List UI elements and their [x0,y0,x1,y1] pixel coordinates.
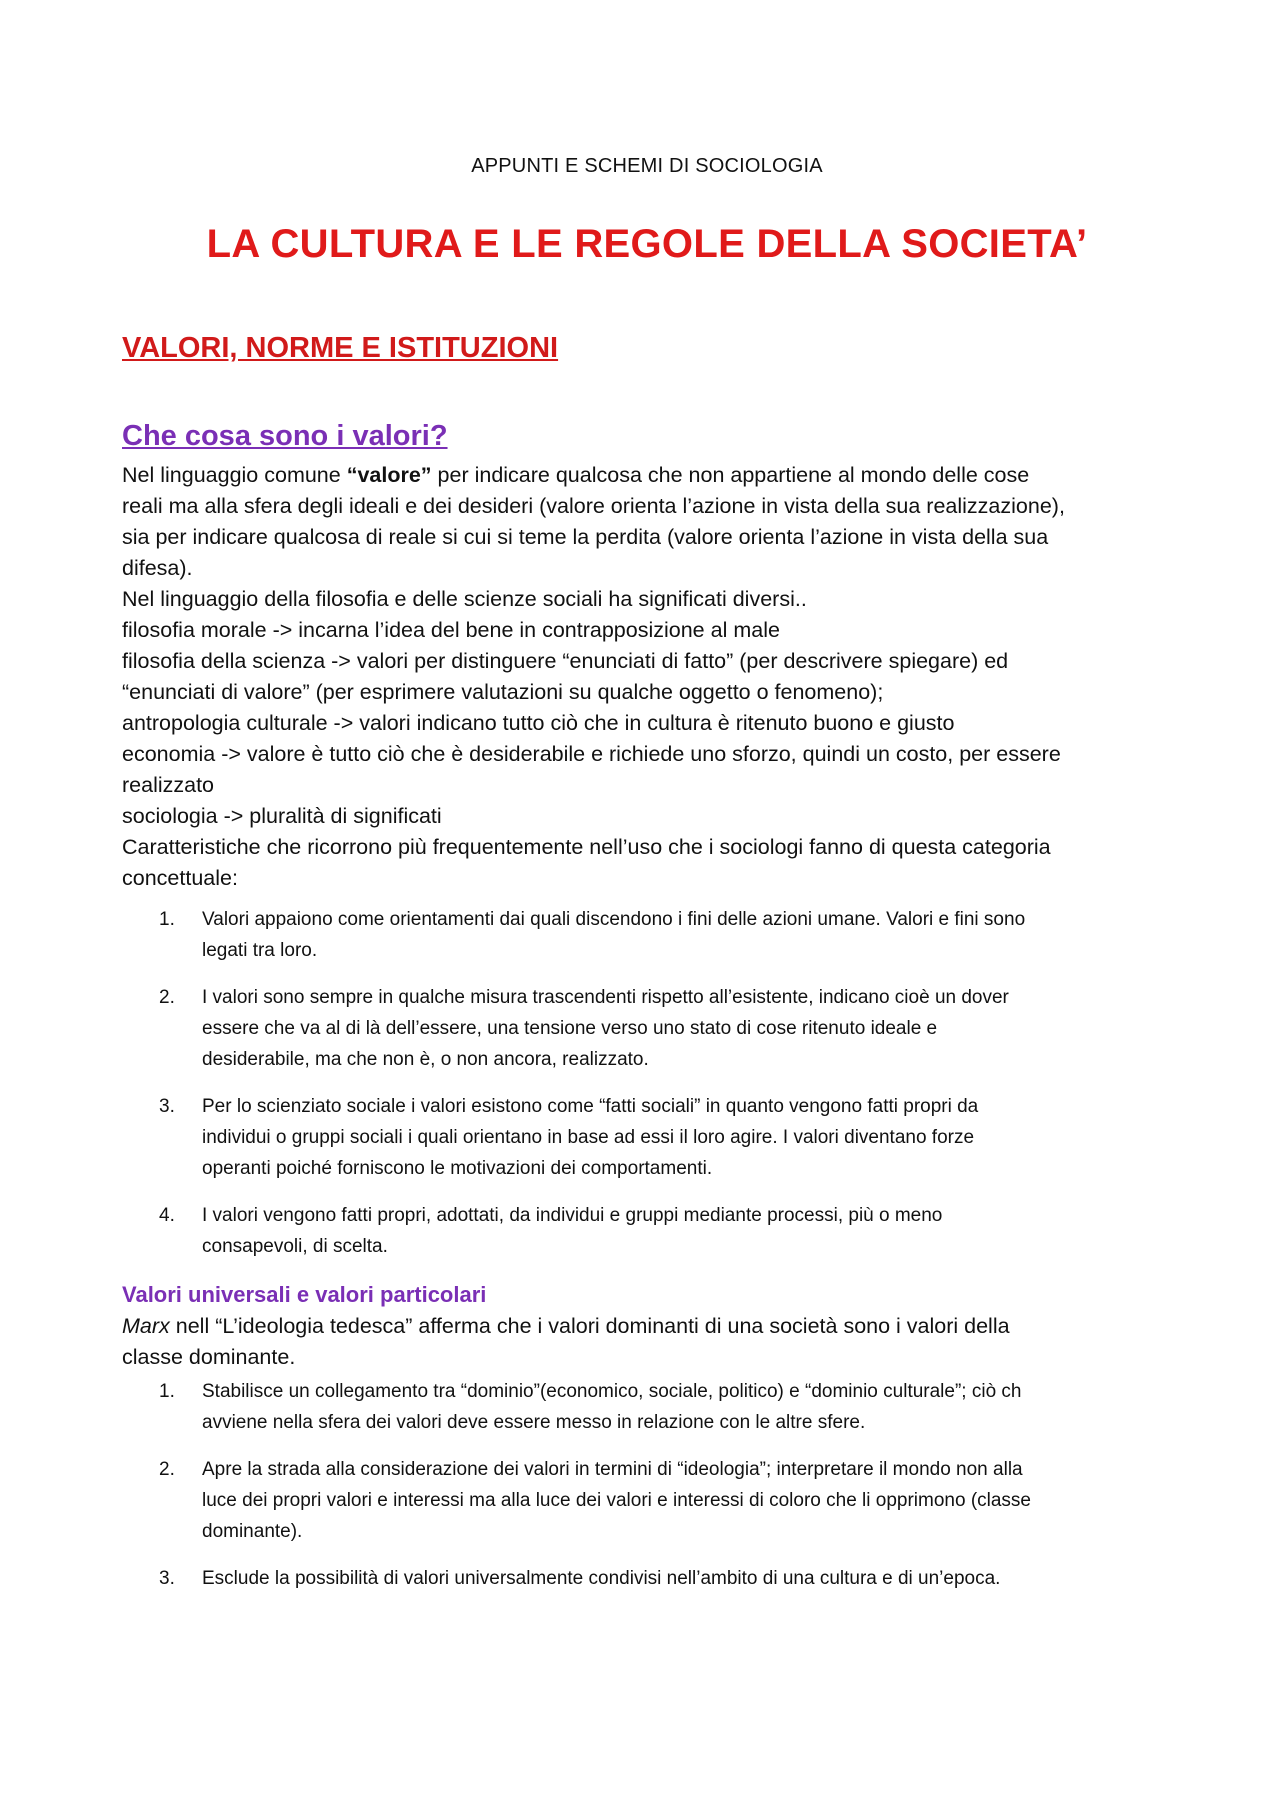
list-item [122,1091,1172,1184]
marx-points-list [122,1376,1172,1610]
list-item-line: legati tra loro. [202,940,318,961]
list-item-line: operanti poiché forniscono le motivazioni dei comportamenti. [202,1158,713,1179]
intro-line: antropologia culturale -> valori indicano tutto ciò che in cultura è ritenuto buono e giusto [122,711,955,735]
intro-line1-post: per indicare qualcosa che non appartiene al mondo delle cose [431,463,1030,487]
list-item [122,1563,1172,1594]
subsection-title: Che cosa sono i valori? [122,420,448,452]
intro-line: realizzato [122,773,215,797]
list-item-line: dominante). [202,1521,303,1542]
intro-line: difesa). [122,556,193,580]
list-item-line: I valori sono sempre in qualche misura trascendenti rispetto all’esistente, indicano cioè un dover [202,987,1009,1008]
list-item-number: 2. [159,987,175,1008]
subsection2-title: Valori universali e valori particolari [122,1282,487,1307]
marx-author: Marx [122,1314,170,1338]
list-item-line: desiderabile, ma che non è, o non ancora, realizzato. [202,1049,649,1070]
intro-line: filosofia della scienza -> valori per distinguere “enunciati di fatto” (per descrivere spiegare) ed [122,649,1009,673]
list-item-line: Valori appaiono come orientamenti dai quali discendono i fini delle azioni umane. Valori e fini sono [202,909,1026,930]
marx-line [122,1311,1172,1342]
list-item-number: 1. [159,909,175,930]
intro-line: concettuale: [122,866,238,890]
list-item-line: Esclude la possibilità di valori universalmente condivisi nell’ambito di una cultura e di un’epoca. [202,1568,1001,1589]
list-item-line: individui o gruppi sociali i quali orientano in base ad essi il loro agire. I valori diventano forze [202,1127,975,1148]
list-item-line: Per lo scienziato sociale i valori esistono come “fatti sociali” in quanto vengono fatti propri da [202,1096,979,1117]
list-item-number: 2. [159,1459,175,1480]
marx-line: classe dominante. [122,1345,296,1369]
intro-paragraph [122,460,1172,894]
intro-line [122,460,1172,491]
section-title: VALORI, NORME E ISTITUZIONI [122,332,559,364]
list-item-line: Stabilisce un collegamento tra “dominio”(economico, sociale, politico) e “dominio culturale”; ciò ch [202,1381,1022,1402]
list-item-number: 3. [159,1568,175,1589]
list-item-line: Apre la strada alla considerazione dei valori in termini di “ideologia”; interpretare il mondo non alla [202,1459,1023,1480]
document-title: LA CULTURA E LE REGOLE DELLA SOCIETA’ [206,222,1088,266]
list-item [122,1200,1172,1262]
intro-line: economia -> valore è tutto ciò che è desiderabile e richiede uno sforzo, quindi un costo, per essere [122,742,1061,766]
list-item-line: luce dei propri valori e interessi ma alla luce dei valori e interessi di coloro che li opprimono (classe [202,1490,1031,1511]
list-item-number: 4. [159,1205,175,1226]
intro-line: Caratteristiche che ricorrono più frequentemente nell’uso che i sociologi fanno di questa categoria [122,835,1051,859]
marx-line1-post: nell “L’ideologia tedesca” afferma che i valori dominanti di una società sono i valori della [169,1314,1010,1338]
marx-paragraph [122,1311,1172,1373]
list-item-number: 1. [159,1381,175,1402]
list-item [122,1454,1172,1547]
list-item-line: avviene nella sfera dei valori deve essere messo in relazione con le altre sfere. [202,1412,866,1433]
list-item-line: I valori vengono fatti propri, adottati, da individui e gruppi mediante processi, più o meno [202,1205,943,1226]
intro-line1-pre: Nel linguaggio comune [122,463,347,487]
values-characteristics-list [122,904,1172,1278]
intro-line: reali ma alla sfera degli ideali e dei desideri (valore orienta l’azione in vista della sua realizzazione), [122,494,1065,518]
intro-line: “enunciati di valore” (per esprimere valutazioni su qualche oggetto o fenomeno); [122,680,884,704]
list-item [122,982,1172,1075]
list-item-line: consapevoli, di scelta. [202,1236,388,1257]
document-header: APPUNTI E SCHEMI DI SOCIOLOGIA [471,155,823,177]
intro-line: sociologia -> pluralità di significati [122,804,442,828]
intro-line: sia per indicare qualcosa di reale si cui si teme la perdita (valore orienta l’azione in vista della sua [122,525,1049,549]
list-item [122,904,1172,966]
intro-line: Nel linguaggio della filosofia e delle scienze sociali ha significati diversi.. [122,587,807,611]
intro-line: filosofia morale -> incarna l’idea del bene in contrapposizione al male [122,618,780,642]
list-item-line: essere che va al di là dell’essere, una tensione verso uno stato di cose ritenuto ideale e [202,1018,938,1039]
list-item [122,1376,1172,1438]
intro-keyword: “valore” [346,463,432,487]
list-item-number: 3. [159,1096,175,1117]
